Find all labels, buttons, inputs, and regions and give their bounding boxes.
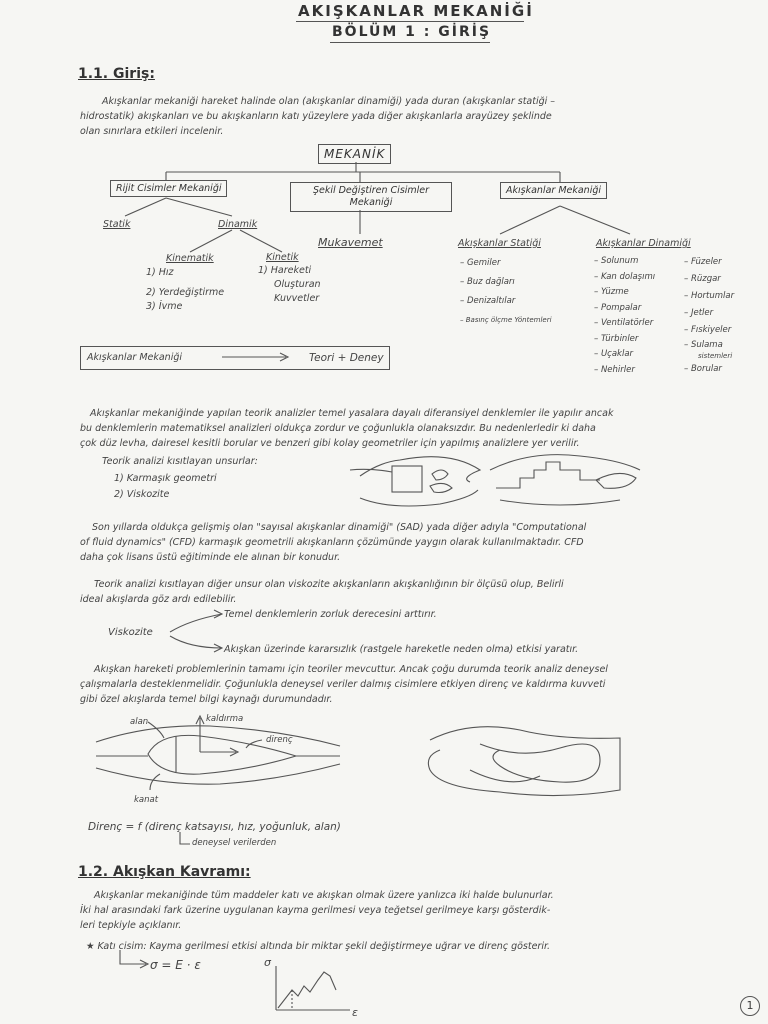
viscosity-effect-1: Temel denklemlerin zorluk derecesini arttırır. [224,609,437,620]
drag-formula: Direnç = f (direnç katsayısı, hız, yoğunluk, alan) [88,821,341,833]
section-1-heading: 1.1. Giriş: [78,66,155,82]
sigma-axis-label: σ [264,956,271,969]
fluid-dynamics-col1: – Solunum – Kan dolaşımı – Yüzme – Pompalar – Ventilatörler – Türbinler – Uçaklar – Nehirler [594,256,656,375]
fluid-statics-list: – Gemiler – Buz dağları – Denizaltılar – Basınç ölçme Yöntemleri [460,258,552,324]
hooke-equation: σ = E · ε [150,958,201,972]
viscosity-paragraph: Teorik analizi kısıtlayan diğer unsur olan viskozite akışkanların akışkanlığının bir ölçüsü olup, Belirli ideal akışlarda göz ardı edilebilir. [80,579,564,605]
theory-experiment-box: Akışkanlar Mekaniği Teori + Deney [80,346,390,370]
viscosity-effect-2: Akışkan üzerinde kararsızlık (rastgele hareketle neden olma) etkisi yaratır. [224,644,579,655]
fluid-dynamics-label: Akışkanlar Dinamiği [596,238,691,249]
page-title: AKIŞKANLAR MEKANİĞİ [298,2,534,20]
drag-formula-note: deneysel verilerden [192,838,277,848]
flow-block-sketch [350,457,480,506]
cfd-paragraph: Son yıllarda oldukça gelişmiş olan "sayısal akışkanlar dinamiği" (SAD) yada diğer adıyla "Computational of fluid dynamics" (CFD) karmaşık geometrili akışkanların çözümünde yaygın olarak kullanılmaktadır. CFD daha çok lisans üstü eğitiminde ele alınan bir konudur. [80,522,587,563]
rigid-bodies-box: Rijit Cisimler Mekaniği [110,180,227,197]
chapter-title: BÖLÜM 1 : GİRİŞ [332,24,492,40]
kinetik-label: Kinetik [266,252,299,263]
fluid-mechanics-box: Akışkanlar Mekaniği [500,182,607,199]
airfoil-sketch [96,716,340,790]
dinamik-label: Dinamik [218,219,258,230]
airfoil-label-kaldirma: kaldırma [206,714,244,724]
section-2-heading: 1.2. Akışkan Kavramı: [78,864,251,880]
fluid-statics-label: Akışkanlar Statiği [458,238,541,249]
stress-strain-graph [276,966,350,1010]
limit-2: 2) Viskozite [114,489,170,500]
mukavemet-label: Mukavemet [318,236,383,249]
fluid-concept-paragraph: Akışkanlar mekaniğinde tüm maddeler katı ve akışkan olmak üzere yanlızca iki halde bulunurlar. İki hal arasındaki fark üzerine uygulanan kayma gerilmesi veya teğetsel gerilmeye karşı gösterdik- leri tepkiyle açıklanır. [80,890,554,931]
vortex-sketch [428,727,620,796]
airfoil-label-kanat: kanat [134,795,159,805]
tree-connectors [125,162,630,361]
page-number: 1 [740,996,760,1016]
analysis-paragraph: Akışkanlar mekaniğinde yapılan teorik analizler temel yasalara dayalı diferansiyel denklemler ile yapılır ancak bu denklemlerin matematiksel analizleri oldukça zordur ve çoğunlukla olanaksızdır. Bu nedenlerledir ki daha çok düz levha, dairesel kesitli borular ve benzeri gibi kolay geometriler için yapılmış analizlere yer verilir. [80,408,614,449]
deformable-bodies-box: Şekil Değiştiren Cisimler Mekaniği [290,182,452,212]
fluid-dynamics-col2: – Füzeler – Rüzgar – Hortumlar – Jetler – Fıskiyeler – Sulama sistemleri – Borular [684,257,735,374]
limits-intro: Teorik analizi kısıtlayan unsurlar: [102,456,258,467]
equation-arrow [120,950,148,968]
mekanik-box: MEKANİK [318,144,391,164]
epsilon-axis-label: ε [352,1006,358,1019]
viscosity-arrows [170,610,222,652]
experiment-paragraph: Akışkan hareketi problemlerinin tamamı için teoriler mevcuttur. Ancak çoğu durumda teorik analiz deneysel çalışmalarla desteklenmelidir. Çoğunlukla deneysel veriler dalmış cisimlere etkiyen direnç ve kaldırma kuvveti gibi özel akışlarda temel bilgi kaynağı durumundadır. [80,664,608,705]
limit-1: 1) Karmaşık geometri [114,473,217,484]
flow-stairs-sketch [490,455,640,505]
statik-label: Statik [103,219,131,230]
kinetik-list: 1) Hareketi Oluşturan Kuvvetler [258,265,321,304]
airfoil-label-direnc: direnç [266,735,293,745]
kinematik-label: Kinematik [166,253,214,264]
solid-body-line: ★ Katı cisim: Kayma gerilmesi etkisi altında bir miktar şekil değiştirmeye uğrar ve direnç gösterir. [86,941,551,952]
formula-note-arrow [180,832,190,844]
viscosity-label: Viskozite [108,627,153,638]
airfoil-label-alan: alan [130,717,149,727]
intro-paragraph: Akışkanlar mekaniği hareket halinde olan (akışkanlar dinamiği) yada duran (akışkanlar statiği – hidrostatik) akışkanları ve bu akışkanların katı yüzeylere yada diğer akışkanlarla arayüzey şeklinde olan sınırlara etkileri incelenir. [80,96,556,137]
kinematik-list: 1) Hız 2) Yerdeğiştirme 3) İvme [146,267,225,312]
